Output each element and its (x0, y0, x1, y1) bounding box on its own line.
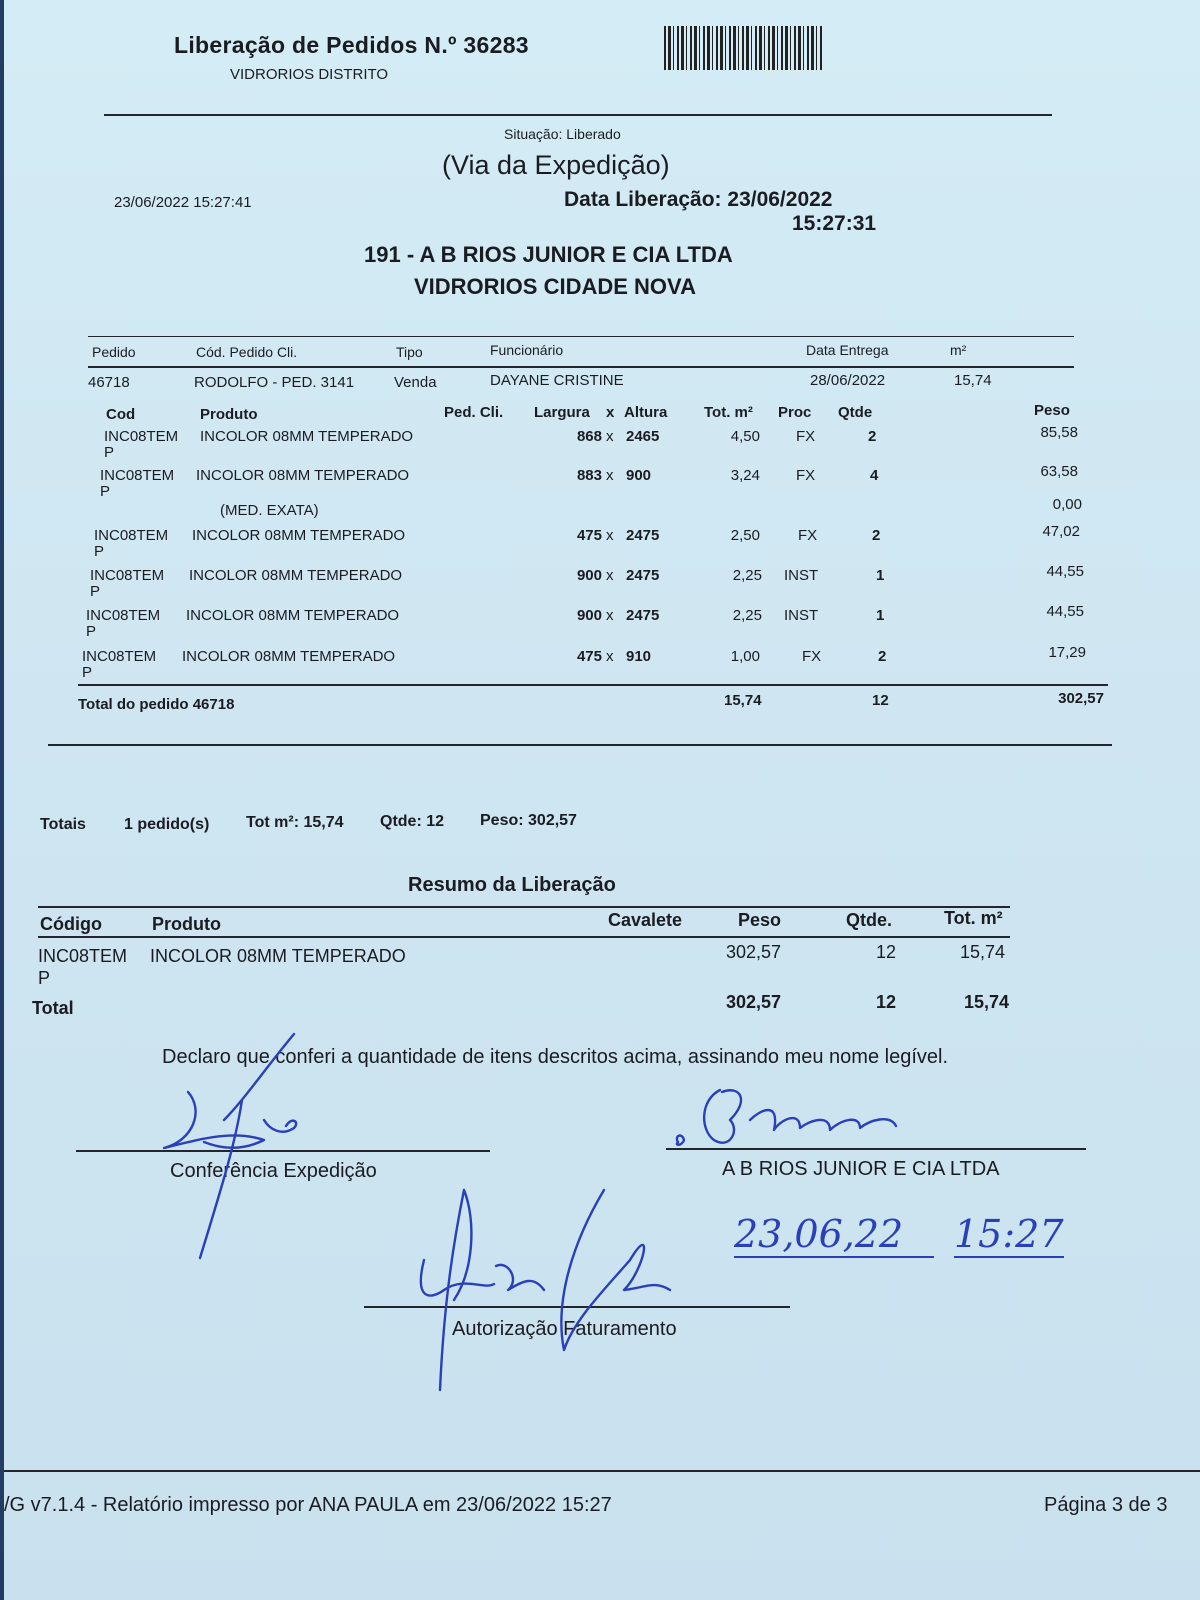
med-exata-label: (MED. EXATA) (220, 502, 319, 519)
autorizacao-label: Autorização Faturamento (452, 1318, 677, 1340)
item-largura: 900 (576, 567, 602, 584)
item-tot-m2: 1,00 (730, 648, 760, 665)
col-cod: Cod (106, 406, 136, 423)
col-proc: Proc (778, 404, 812, 421)
item-largura: 475 (576, 527, 602, 544)
divider (88, 336, 1074, 337)
item-row (4, 563, 1124, 607)
handwritten-underline (954, 1256, 1064, 1258)
resumo-title: Resumo da Liberação (408, 874, 616, 896)
divider (78, 684, 1108, 686)
order-total-qtde: 12 (872, 692, 889, 709)
pedido-value: 46718 (88, 374, 130, 391)
item-cod: INC08TEM (94, 527, 169, 544)
tipo-value: Venda (394, 374, 437, 391)
item-row (4, 603, 1124, 647)
resumo-col-qtde: Qtde. (846, 910, 893, 930)
item-altura: 2475 (626, 527, 660, 544)
col-x: x (606, 404, 615, 421)
item-qtde: 2 (872, 527, 881, 544)
col-peso: Peso (1034, 402, 1070, 419)
item-cod-suffix: P (104, 444, 115, 461)
item-altura: 2465 (626, 428, 660, 445)
data-entrega-value: 28/06/2022 (810, 372, 886, 389)
item-largura: 900 (576, 607, 602, 624)
resumo-row-produto: INCOLOR 08MM TEMPERADO (150, 946, 406, 966)
signature-conferencia (144, 1030, 324, 1270)
item-x: x (606, 607, 614, 624)
item-produto: INCOLOR 08MM TEMPERADO (189, 567, 403, 584)
col-altura: Altura (624, 404, 668, 421)
resumo-col-codigo: Código (40, 914, 102, 934)
item-peso: 85,58 (1040, 424, 1078, 441)
label-tipo: Tipo (396, 344, 423, 360)
resumo-col-tot-m2: Tot. m² (944, 908, 1003, 928)
col-qtde: Qtde (838, 404, 873, 421)
client-signature-label: A B RIOS JUNIOR E CIA LTDA (722, 1158, 1000, 1180)
item-proc: FX (796, 467, 816, 484)
label-funcionario: Funcionário (490, 342, 564, 358)
resumo-total-qtde: 12 (876, 992, 897, 1012)
totais-peso: Peso: 302,57 (480, 812, 577, 829)
item-cod: INC08TEM (82, 648, 157, 665)
label-m2: m² (950, 342, 967, 358)
col-ped-cli: Ped. Cli. (444, 404, 504, 421)
item-proc: INST (784, 607, 819, 624)
item-x: x (606, 648, 614, 665)
item-tot-m2: 2,50 (730, 527, 760, 544)
handwritten-underline (734, 1256, 934, 1258)
barcode (664, 26, 824, 70)
item-row (4, 463, 1124, 507)
item-cod: INC08TEM (100, 467, 175, 484)
item-row (4, 424, 1124, 468)
item-qtde: 1 (876, 567, 885, 584)
situacao-label: Situação: Liberado (504, 126, 621, 142)
item-qtde: 2 (868, 428, 877, 445)
totais-m2: Tot m²: 15,74 (246, 814, 344, 831)
signature-autorizacao (404, 1180, 704, 1400)
item-peso: 63,58 (1040, 463, 1078, 480)
item-proc: FX (802, 648, 822, 665)
item-largura: 868 (576, 428, 602, 445)
item-tot-m2: 4,50 (730, 428, 760, 445)
item-peso: 44,55 (1046, 563, 1084, 580)
totais-label: Totais (40, 816, 86, 833)
item-altura: 2475 (626, 607, 660, 624)
item-cod-suffix: P (86, 623, 97, 640)
footer-divider (4, 1470, 1200, 1472)
item-x: x (606, 428, 614, 445)
cod-pedido-cli-value: RODOLFO - PED. 3141 (194, 374, 355, 391)
resumo-row-peso: 302,57 (726, 942, 782, 962)
col-tot-m2: Tot. m² (704, 404, 753, 421)
footer-page-number: Página 3 de 3 (1044, 1494, 1168, 1516)
item-largura: 475 (576, 648, 602, 665)
resumo-col-cavalete: Cavalete (608, 910, 683, 930)
declaration-text: Declaro que conferi a quantidade de itens descritos acima, assinando meu nome legível. (162, 1046, 949, 1068)
resumo-col-peso: Peso (738, 910, 782, 930)
item-qtde: 2 (878, 648, 887, 665)
order-total-m2: 15,74 (724, 692, 762, 709)
label-cod-pedido-cli: Cód. Pedido Cli. (196, 344, 298, 360)
document-title: Liberação de Pedidos N.º 36283 (174, 32, 529, 58)
handwritten-date: 23,06,22 (734, 1212, 904, 1256)
item-produto: INCOLOR 08MM TEMPERADO (186, 607, 400, 624)
item-altura: 2475 (626, 567, 660, 584)
resumo-total-peso: 302,57 (726, 992, 782, 1012)
document-page (4, 0, 1200, 1600)
company-subtitle: VIDRORIOS DISTRITO (230, 66, 389, 83)
item-proc: FX (798, 527, 818, 544)
resumo-row-cod-suffix: P (38, 968, 51, 988)
item-x: x (606, 467, 614, 484)
item-produto: INCOLOR 08MM TEMPERADO (196, 467, 410, 484)
resumo-col-produto: Produto (152, 914, 221, 934)
resumo-total-label: Total (32, 998, 74, 1018)
item-cod-suffix: P (100, 483, 111, 500)
totais-pedidos: 1 pedido(s) (124, 816, 210, 833)
item-peso: 47,02 (1042, 523, 1080, 540)
conferencia-label: Conferência Expedição (170, 1160, 377, 1182)
item-largura: 883 (576, 467, 602, 484)
totais-qtde: Qtde: 12 (380, 813, 445, 830)
item-produto: INCOLOR 08MM TEMPERADO (192, 527, 406, 544)
data-liberacao: Data Liberação: 23/06/2022 (564, 188, 833, 211)
item-cod-suffix: P (90, 583, 101, 600)
handwritten-time: 15:27 (954, 1212, 1064, 1256)
data-liberacao-time: 15:27:31 (792, 212, 877, 235)
item-qtde: 1 (876, 607, 885, 624)
item-qtde: 4 (870, 467, 879, 484)
item-cod: INC08TEM (90, 567, 165, 584)
item-altura: 910 (626, 648, 652, 665)
item-proc: FX (796, 428, 816, 445)
col-largura: Largura (534, 404, 590, 421)
via-label: (Via da Expedição) (442, 150, 670, 180)
item-produto: INCOLOR 08MM TEMPERADO (182, 648, 396, 665)
med-exata-peso: 0,00 (1052, 496, 1082, 513)
item-tot-m2: 2,25 (732, 607, 762, 624)
item-x: x (606, 567, 614, 584)
item-produto: INCOLOR 08MM TEMPERADO (200, 428, 414, 445)
item-peso: 17,29 (1048, 644, 1086, 661)
item-cod-suffix: P (82, 664, 93, 681)
label-data-entrega: Data Entrega (806, 342, 889, 358)
item-tot-m2: 3,24 (730, 467, 760, 484)
item-peso: 44,55 (1046, 603, 1084, 620)
footer-printed-by: /G v7.1.4 - Relatório impresso por ANA PAULA em 23/06/2022 15:27 (4, 1494, 612, 1516)
item-x: x (606, 527, 614, 544)
divider (38, 906, 1010, 908)
item-altura: 900 (626, 467, 652, 484)
resumo-row-tot-m2: 15,74 (960, 942, 1006, 962)
item-row (4, 523, 1124, 567)
item-cod: INC08TEM (104, 428, 179, 445)
divider (104, 114, 1052, 116)
resumo-row-qtde: 12 (876, 942, 897, 962)
divider (88, 366, 1074, 368)
printed-timestamp: 23/06/2022 15:27:41 (114, 194, 252, 211)
item-tot-m2: 2,25 (732, 567, 762, 584)
item-row (4, 644, 1124, 688)
signature-client (670, 1080, 930, 1160)
label-pedido: Pedido (92, 344, 136, 360)
divider (48, 744, 1112, 746)
resumo-row-cod: INC08TEM (38, 946, 128, 966)
client-store: VIDRORIOS CIDADE NOVA (414, 274, 696, 299)
col-produto: Produto (200, 406, 258, 423)
resumo-total-tot-m2: 15,74 (964, 992, 1010, 1012)
item-cod: INC08TEM (86, 607, 161, 624)
funcionario-value: DAYANE CRISTINE (490, 372, 624, 389)
order-total-peso: 302,57 (1058, 690, 1104, 707)
item-cod-suffix: P (94, 543, 105, 560)
client-name: 191 - A B RIOS JUNIOR E CIA LTDA (364, 242, 733, 267)
order-total-label: Total do pedido 46718 (78, 696, 235, 713)
item-proc: INST (784, 567, 819, 584)
divider (38, 936, 1010, 938)
m2-value: 15,74 (954, 372, 992, 389)
